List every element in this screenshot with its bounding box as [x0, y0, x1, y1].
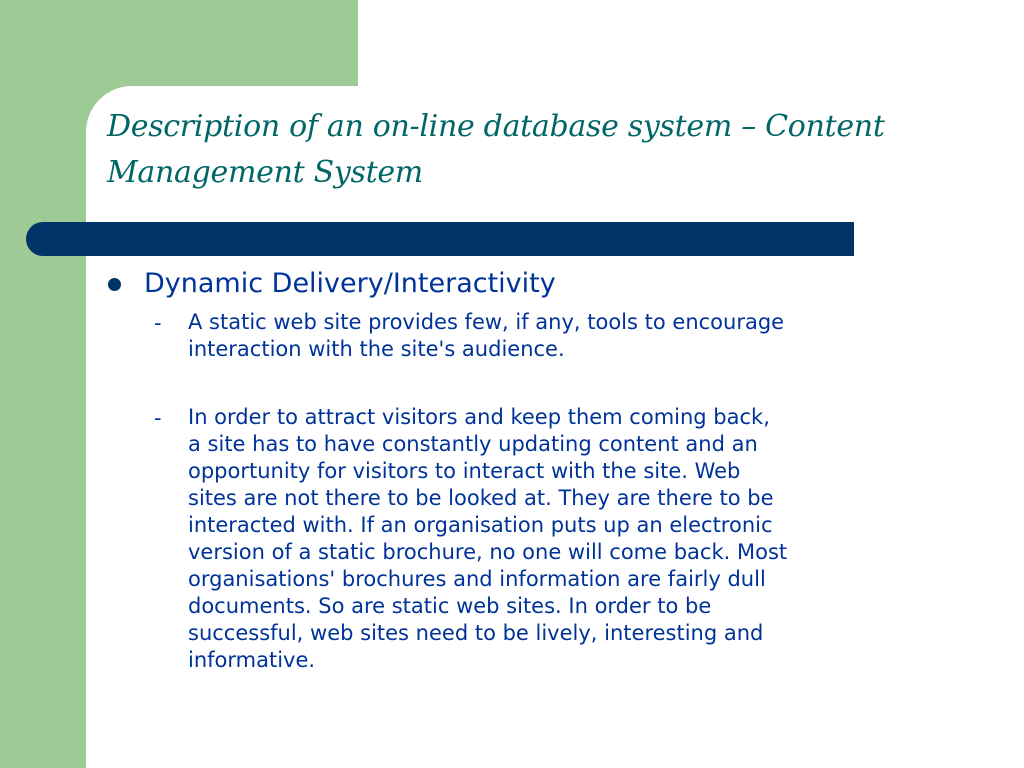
- slide-title: Description of an on-line database system – Content Management System: [107, 109, 885, 190]
- bullet-dot-icon: [108, 278, 121, 291]
- sub-bullet-text-2: In order to attract visitors and keep them coming back, a site has to have constantly updating content and an opportunity for visitors to interact with the site. Web sites are not there to be looked at. They are there to be interacted with. If an organisation puts up an electronic version of a static brochure, no one will come back. Most organisations' brochures and information are fairly dull documents. So are static web sites. In order to be successful, web sites need to be lively, interesting and informative.: [188, 405, 788, 672]
- sub-bullet-dash-1: -: [154, 311, 162, 335]
- sub-bullet-dash-2: -: [154, 406, 162, 430]
- sub-bullet-text-1: A static web site provides few, if any, tools to encourage interaction with the site's audience.: [188, 310, 785, 361]
- bullet-heading: Dynamic Delivery/Interactivity: [144, 268, 556, 299]
- title-underline-bar: [26, 222, 854, 256]
